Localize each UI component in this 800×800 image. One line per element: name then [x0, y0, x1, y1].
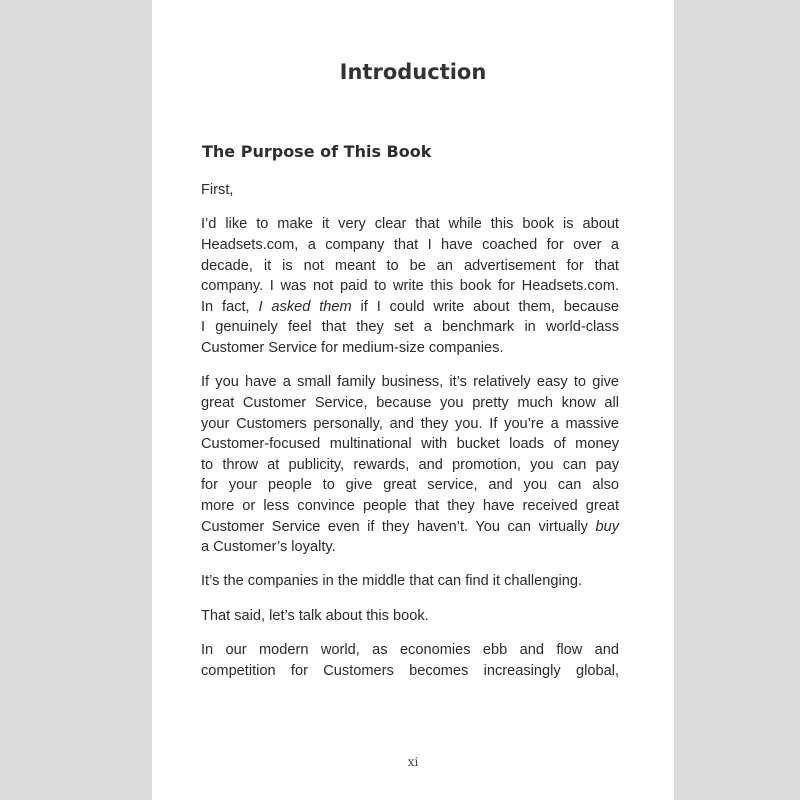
text-line: competition for Customers becomes increasingly global, [201, 662, 619, 679]
text-line: more or less convince people that they have received great [201, 497, 619, 514]
text-line: That said, let’s talk about this book. [201, 607, 429, 624]
text-line: If you have a small family business, it’s relatively easy to give [201, 374, 619, 391]
text-line: First, [201, 182, 234, 198]
text-line: It’s the companies in the middle that can find it challenging. [201, 573, 583, 590]
text-line: company. I was not paid to write this book for Headsets.com. [201, 278, 619, 295]
text-line: Customer-focused multinational with bucket loads of money [201, 436, 619, 453]
text-line: Headsets.com, a company that I have coached for over a [201, 236, 619, 253]
text-line: Customer Service for medium-size companies. [201, 339, 504, 356]
paragraph [201, 372, 619, 557]
text-line: Customer Service even if they haven’t. You can virtually buy [201, 518, 619, 535]
text-line: a Customer’s loyalty. [201, 539, 336, 556]
paragraph [201, 571, 619, 592]
paragraph [201, 214, 619, 358]
paragraph [201, 606, 619, 627]
book-page [152, 0, 674, 800]
text-line: decade, it is not meant to be an advertisement for that [201, 257, 619, 274]
italic-emphasis: buy [595, 518, 619, 535]
chapter-title: Introduction [339, 60, 487, 84]
text-line: In our modern world, as economies ebb and flow and [201, 642, 619, 659]
text-line: for your people to give great service, and you can also [201, 477, 619, 494]
text-line: your Customers personally, and they you. If you’re a massive [201, 415, 619, 432]
body-text [201, 180, 619, 695]
text-line: In fact, I asked them if I could write about them, because [201, 298, 619, 315]
section-heading: The Purpose of This Book [202, 142, 432, 161]
paragraph [201, 640, 619, 681]
italic-emphasis: I asked them [258, 298, 352, 315]
page-number: xi [407, 755, 419, 769]
text-line: I genuinely feel that they set a benchmark in world-class [201, 319, 619, 336]
paragraph [201, 180, 619, 201]
text-line: to throw at publicity, rewards, and promotion, you can pay [201, 456, 619, 473]
text-line: I’d like to make it very clear that while this book is about [201, 216, 619, 233]
text-line: great Customer Service, because you pretty much know all [201, 394, 619, 411]
